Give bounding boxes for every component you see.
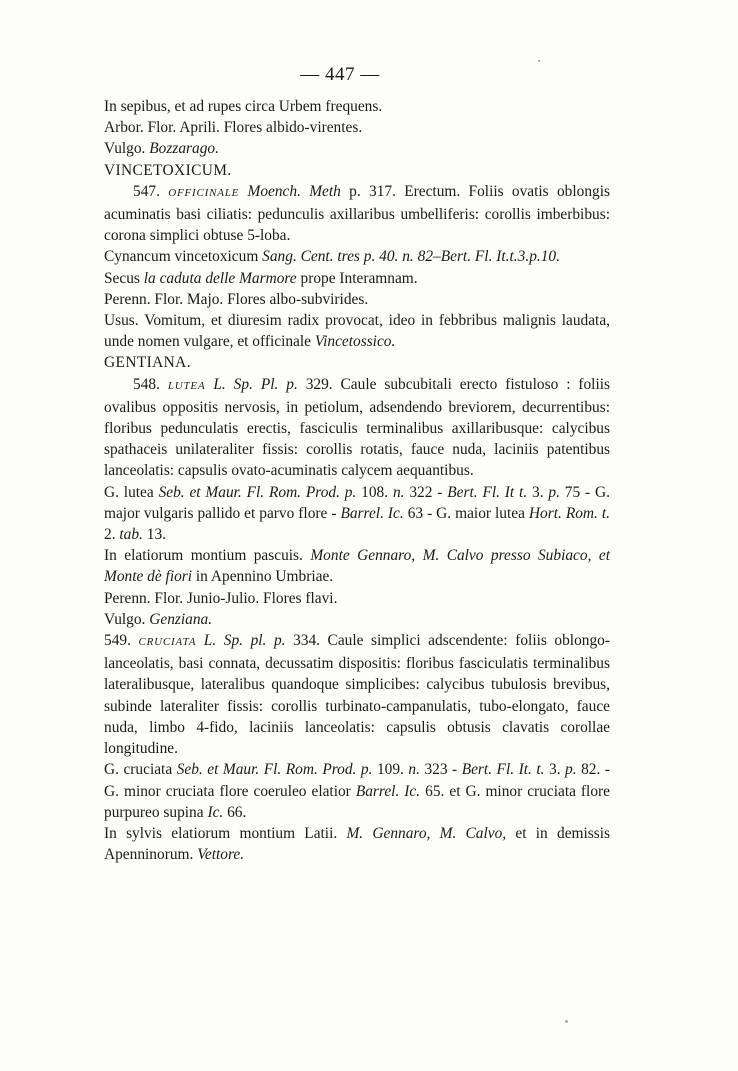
page-number: — 447 —	[300, 64, 380, 85]
synonym-paragraph: G. lutea Seb. et Maur. Fl. Rom. Prod. p. 108. n. 322 - Bert. Fl. It t. 3. p. 75 - G. major vulgaris pallido et parvo flore - Barrel. Ic. 63 - G. maior lutea Hort. Rom. t. 2. tab. 13.	[104, 483, 610, 544]
usage-paragraph: Usus. Vomitum, et diuresim radix provocat, ideo in febbribus malignis laudata, unde nomen vulgare, et officinale Vincetossico.	[104, 312, 610, 351]
species-entry-549: 549. CRUCIATA L. Sp. pl. p. 334. Caule simplici adscendente: foliis oblongo-lanceolatis, basi connata, decussatim dispositis: floribus fasciculatis terminalibus lateralibusque, lateralibus quandoque simplicibes: calycibus tubulosis brevibus, subinde lateraliter fissis: corollis turbinato-campanulatis, tubo-elongato, fauce nuda, limbo 4-fido, laciniis lanceolatis: capsulis obtusis clavatis corollae longitudine.	[104, 632, 610, 758]
locality-paragraph: In sylvis elatiorum montium Latii. M. Gennaro, M. Calvo, et in demissis Apenninorum. Vettore.	[104, 824, 611, 864]
paper-speck	[565, 1020, 568, 1023]
species-epithet: CRUCIATA	[138, 636, 197, 649]
synonym-paragraph: G. cruciata Seb. et Maur. Fl. Rom. Prod. p. 109. n. 323 - Bert. Fl. It. t. 3. p. 82. - G. minor cruciata flore coeruleo elatior Barrel. Ic. 65. et G. minor cruciata flore purpureo supina Ic. 66.	[104, 761, 610, 821]
vernacular-line: Vulgo. Genziana.	[104, 610, 213, 628]
paper-speck	[538, 60, 540, 62]
vernacular-line: Vulgo. Bozzarago.	[104, 140, 219, 158]
species-epithet: OFFICINALE	[168, 186, 240, 199]
locality-line: Secus la caduta delle Marmore prope Interamnam.	[104, 269, 418, 287]
flowering-line: Arbor. Flor. Aprili. Flores albido-virentes.	[104, 119, 363, 137]
habitat-line: In sepibus, et ad rupes circa Urbem frequens.	[104, 98, 383, 115]
species-entry-548: 548. LUTEA L. Sp. Pl. p. 329. Caule subcubitali erecto fistuloso : foliis ovalibus oppositis nervosis, in petiolum, adsendendo breviorem, decurrentibus: floribus pedunculatis erectis, fasciculis terminalibus axillaribusque: calycibus spathaceis unilateraliter fissis: corollis rotatis, fauce nuda, laciniis patentibus lanceolatis: capsulis ovato-acuminatis calycem aequantibus.	[104, 375, 611, 480]
flowering-line: Perenn. Flor. Junio-Julio. Flores flavi.	[104, 589, 338, 607]
genus-heading-gentiana: GENTIANA.	[104, 354, 191, 372]
synonym-line: Cynancum vincetoxicum Sang. Cent. tres p. 40. n. 82–Bert. Fl. It.t.3.p.10.	[104, 248, 560, 266]
page-body	[104, 96, 610, 865]
species-epithet: LUTEA	[167, 379, 206, 392]
locality-paragraph: In elatiorum montium pascuis. Monte Gennaro, M. Calvo presso Subiaco, et Monte dè fiori in Apennino Umbriae.	[104, 547, 610, 586]
species-entry-547: 547. OFFICINALE Moench. Meth p. 317. Erectum. Foliis ovatis oblongis acuminatis basi ciliatis: pedunculis axillaribus umbelliferis: corollis imberbibus: corona simplici obtuse 5-loba.	[104, 182, 610, 245]
genus-heading-vincetoxicum: VINCETOXICUM.	[104, 161, 232, 179]
flowering-line: Perenn. Flor. Majo. Flores albo-subvirides.	[104, 290, 369, 308]
